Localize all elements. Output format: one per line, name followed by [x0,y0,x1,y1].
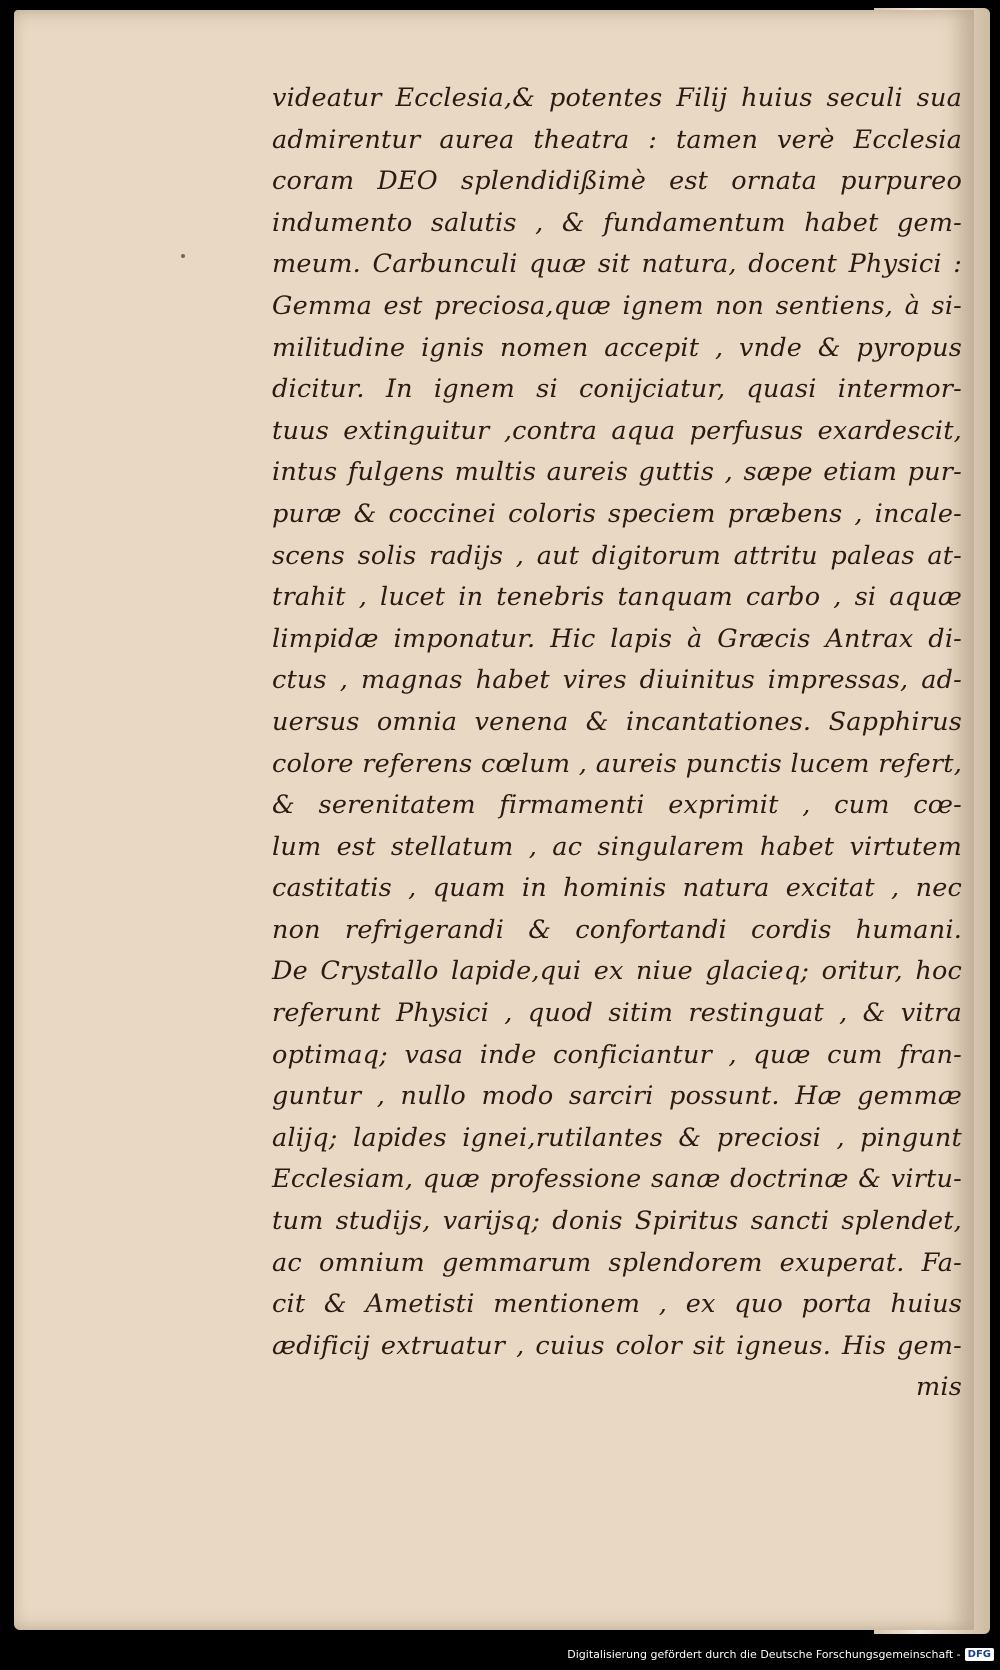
dfg-logo: DFG [965,1648,994,1661]
text-line: militudine ignis nomen accepit , vnde & pyropus [272,332,962,363]
text-line: uersus omnia venena & incantationes. Sapphirus [272,706,962,737]
text-line: tuus extinguitur ,contra aqua perfusus exardescit, [272,415,962,446]
text-line: intus fulgens multis aureis guttis , sæpe etiam pur- [272,457,962,488]
text-line: puræ & coccinei coloris speciem præbens , incale- [272,498,962,529]
page-text [272,78,972,1409]
text-line: optimaq; vasa inde conficiantur , quæ cum fran- [272,1039,962,1070]
text-line: videatur Ecclesia,& potentes Filij huius seculi sua [272,83,962,113]
funding-credit: Digitalisierung gefördert durch die Deutsche Forschungsgemeinschaft - [567,1647,961,1661]
text-line: alijq; lapides ignei,rutilantes & preciosi , pingunt [272,1122,962,1153]
text-line: limpidæ imponatur. Hic lapis à Græcis Antrax di- [272,623,962,654]
paper-speck [181,254,185,258]
text-line: meum. Carbunculi quæ sit natura, docent Physici : [272,249,962,280]
text-line: coram DEO splendidißimè est ornata purpureo [272,166,962,197]
text-line: castitatis , quam in hominis natura excitat , nec [272,873,962,904]
text-line: dicitur. In ignem si conijciatur, quasi intermor- [272,374,962,405]
text-line: ædificij extruatur , cuius color sit igneus. His gem- [272,1330,962,1361]
text-line: referunt Physici , quod sitim restinguat , & vitra [272,998,962,1029]
catchword: mis [915,1372,962,1403]
text-line: scens solis radijs , aut digitorum attritu paleas at- [272,540,962,571]
text-line: non refrigerandi & confortandi cordis humani. [272,914,962,945]
text-line: De Crystallo lapide,qui ex niue glacieq; oritur, hoc [272,956,962,987]
text-line: cit & Ametisti mentionem , ex quo porta huius [272,1289,962,1320]
digitization-footer [567,1642,994,1666]
text-line: trahit , lucet in tenebris tanquam carbo , si aquæ [272,582,962,613]
text-line: lum est stellatum , ac singularem habet virtutem [272,831,962,862]
text-line: ctus , magnas habet vires diuinitus impressas, ad- [272,665,962,696]
text-line: admirentur aurea theatra : tamen verè Ecclesia [272,124,962,155]
text-line: tum studijs, varijsq; donis Spiritus sancti splendet, [272,1206,962,1237]
text-line: Ecclesiam, quæ professione sanæ doctrinæ & virtu- [272,1164,962,1195]
text-line: ac omnium gemmarum splendorem exuperat. Fa- [272,1247,962,1278]
text-line: & serenitatem firmamenti exprimit , cum cœ- [272,790,962,821]
text-line: colore referens cœlum , aureis punctis lucem refert, [272,748,962,779]
text-line: Gemma est preciosa,quæ ignem non sentiens, à si- [272,290,962,321]
text-line: guntur , nullo modo sarciri possunt. Hæ gemmæ [272,1081,962,1112]
text-line: indumento salutis , & fundamentum habet gem- [272,207,962,238]
